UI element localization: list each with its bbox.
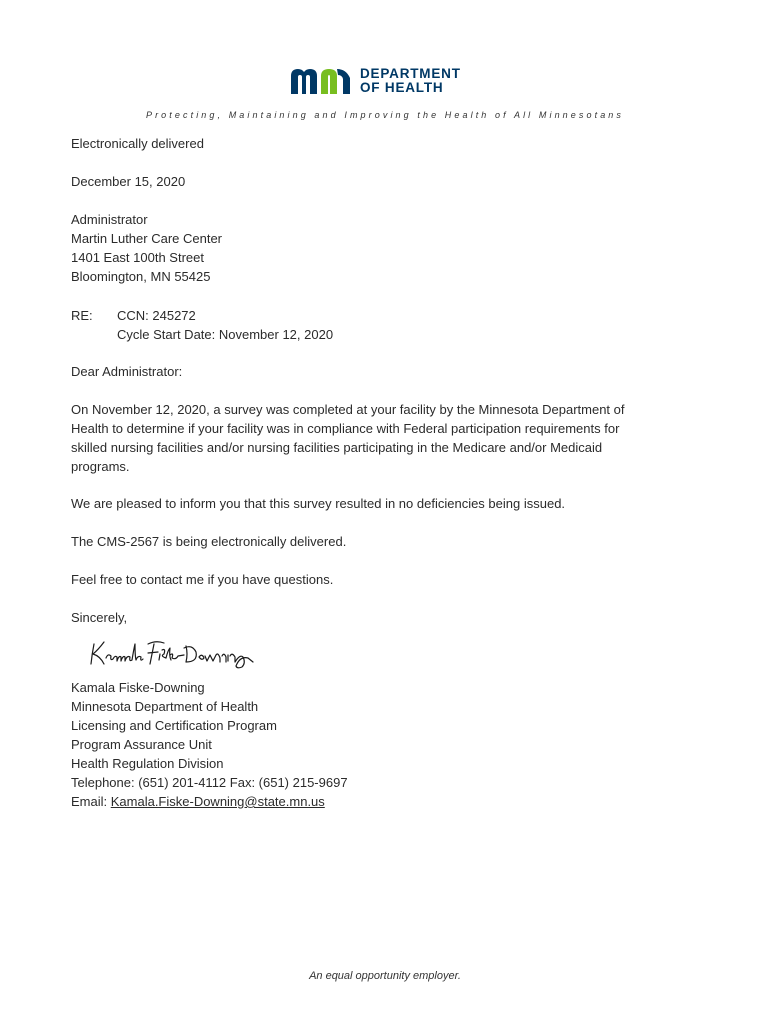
sender-division: Health Regulation Division [71, 756, 224, 771]
paragraph-line: skilled nursing facilities and/or nursing facilities participating in the Medicare and/or Medicaid [71, 440, 603, 455]
sender-unit: Program Assurance Unit [71, 737, 212, 752]
sender-block [71, 678, 671, 811]
sender-name: Kamala Fiske-Downing [71, 680, 205, 695]
salutation: Dear Administrator: [71, 364, 183, 379]
department-name [360, 67, 461, 95]
recipient-address [71, 210, 671, 286]
paragraph-cms-2567: The CMS-2567 is being electronically delivered. [71, 534, 347, 549]
recipient-title: Administrator [71, 212, 148, 227]
paragraph-no-deficiencies: We are pleased to inform you that this survey resulted in no deficiencies being issued. [71, 496, 566, 511]
letter-date: December 15, 2020 [71, 174, 186, 189]
re-block [117, 306, 333, 344]
paragraph-line: On November 12, 2020, a survey was completed at your facility by the Minnesota Department of [71, 402, 625, 417]
email-link[interactable]: Kamala.Fiske-Downing@state.mn.us [110, 794, 325, 809]
paragraph-line: programs. [71, 459, 130, 474]
email-label: Email: [71, 794, 111, 809]
mn-logo-mark-icon [290, 66, 352, 96]
mdh-logo [290, 66, 461, 96]
paragraph-line: Health to determine if your facility was in compliance with Federal participation requirements for [71, 421, 620, 436]
recipient-city: Bloomington, MN 55425 [71, 269, 211, 284]
re-cycle-start: Cycle Start Date: November 12, 2020 [117, 327, 334, 342]
sender-email-line [71, 792, 671, 811]
sender-program: Licensing and Certification Program [71, 718, 277, 733]
paragraph-survey [71, 400, 671, 476]
department-line-1: DEPARTMENT [360, 66, 461, 81]
recipient-facility: Martin Luther Care Center [71, 231, 223, 246]
sender-phone-fax: Telephone: (651) 201-4112 Fax: (651) 215-9697 [71, 775, 348, 790]
handwritten-signature [88, 636, 263, 670]
closing: Sincerely, [71, 610, 128, 625]
tagline: Protecting, Maintaining and Improving the Health of All Minnesotans [145, 110, 625, 120]
re-ccn: CCN: 245272 [117, 308, 196, 323]
recipient-street: 1401 East 100th Street [71, 250, 204, 265]
department-line-2: OF HEALTH [360, 80, 444, 95]
footer-note: An equal opportunity employer. [309, 970, 461, 982]
paragraph-contact: Feel free to contact me if you have questions. [71, 572, 334, 587]
delivery-method: Electronically delivered [71, 136, 204, 151]
re-label: RE: [71, 308, 93, 323]
sender-org: Minnesota Department of Health [71, 699, 259, 714]
